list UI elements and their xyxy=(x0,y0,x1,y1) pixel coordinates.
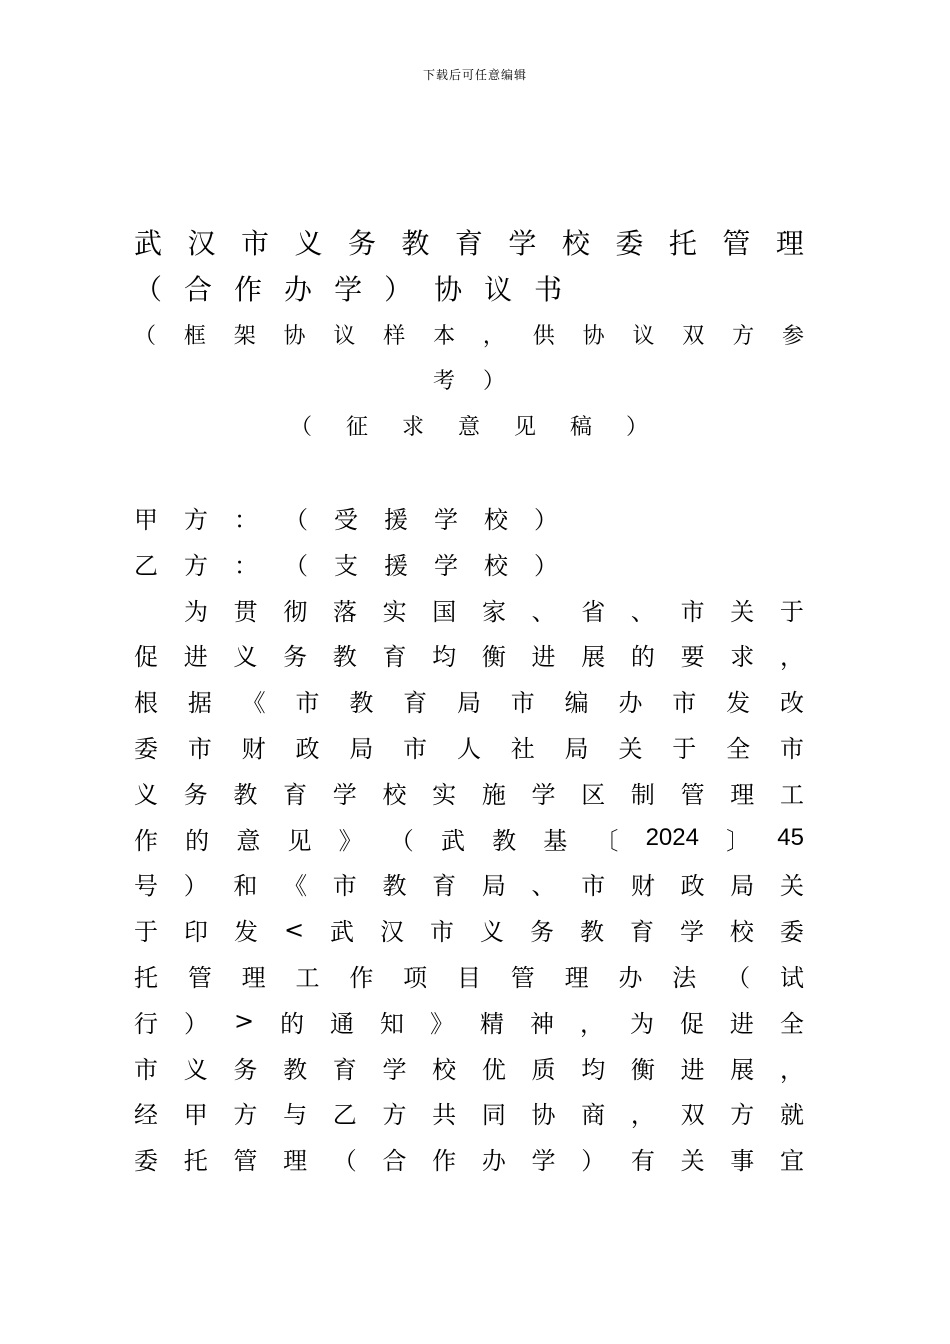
glyph: 作 xyxy=(349,963,374,992)
glyph: ） xyxy=(581,1147,606,1176)
glyph: 进 xyxy=(729,1009,754,1038)
body-line xyxy=(134,957,804,993)
glyph: 管 xyxy=(233,1147,258,1176)
glyph: 局 xyxy=(349,734,374,763)
glyph: < xyxy=(283,915,305,944)
body-line xyxy=(134,1003,804,1039)
glyph: 育 xyxy=(283,780,308,809)
glyph: 落 xyxy=(332,597,357,626)
glyph: ） xyxy=(534,551,558,580)
glyph: 事 xyxy=(730,1147,755,1176)
glyph: 展 xyxy=(581,643,606,672)
glyph: 教 xyxy=(283,1055,308,1084)
glyph: 精 xyxy=(480,1009,504,1038)
glyph: 援 xyxy=(384,505,408,534)
glyph: 见 xyxy=(514,414,537,440)
glyph: 进 xyxy=(680,1055,705,1084)
glyph: 》 xyxy=(338,826,363,855)
glyph: 作 xyxy=(432,1147,457,1176)
glyph: 市 xyxy=(672,689,697,718)
glyph: 改 xyxy=(779,689,804,718)
glyph: 理 xyxy=(730,780,755,809)
party-a xyxy=(134,499,804,535)
glyph: 市 xyxy=(510,689,535,718)
glyph: 均 xyxy=(432,643,457,672)
glyph: 学 xyxy=(679,918,704,947)
glyph: 义 xyxy=(183,1055,208,1084)
glyph: 委 xyxy=(134,1147,158,1176)
glyph: 贯 xyxy=(233,597,258,626)
glyph: 宜 xyxy=(779,1147,804,1176)
title-line-1 xyxy=(134,222,804,262)
glyph: 通 xyxy=(330,1009,355,1038)
glyph: 务 xyxy=(183,780,208,809)
glyph: 育 xyxy=(629,918,654,947)
glyph: 关 xyxy=(779,872,804,901)
glyph: 甲 xyxy=(134,505,158,534)
glyph: 乙 xyxy=(332,1101,357,1130)
glyph: 制 xyxy=(630,780,655,809)
glyph: 教 xyxy=(233,780,258,809)
glyph: （ xyxy=(289,414,312,440)
glyph: 、 xyxy=(531,872,556,901)
subtitle-line-2 xyxy=(134,362,804,396)
glyph: （ xyxy=(134,323,157,349)
glyph: 参 xyxy=(781,323,804,349)
glyph: ） xyxy=(534,505,558,534)
glyph: 学 xyxy=(332,780,357,809)
glyph: （ xyxy=(726,963,751,992)
subtitle-line-1 xyxy=(134,317,804,351)
party-b xyxy=(134,545,804,581)
glyph: 政 xyxy=(295,734,320,763)
glyph: 援 xyxy=(384,551,408,580)
glyph: 展 xyxy=(730,1055,755,1084)
glyph: 议 xyxy=(484,273,513,306)
glyph: 校 xyxy=(561,227,590,260)
glyph: 学 xyxy=(531,1147,556,1176)
glyph: ） xyxy=(183,872,208,901)
glyph: 理 xyxy=(241,963,266,992)
glyph: 市 xyxy=(240,227,269,260)
body-line xyxy=(134,1049,804,1085)
glyph: 武 xyxy=(330,918,355,947)
glyph: 根 xyxy=(134,689,158,718)
glyph: 办 xyxy=(618,963,643,992)
glyph: 衡 xyxy=(481,643,506,672)
glyph: 托 xyxy=(134,963,158,992)
glyph: 《 xyxy=(241,689,266,718)
glyph: 样 xyxy=(383,323,406,349)
glyph: 甲 xyxy=(183,1101,208,1130)
glyph: 省 xyxy=(581,597,606,626)
glyph: 编 xyxy=(564,689,589,718)
glyph: 发 xyxy=(233,918,258,947)
glyph: 义 xyxy=(233,643,258,672)
glyph: 育 xyxy=(454,227,483,260)
glyph: 局 xyxy=(564,734,589,763)
glyph: 试 xyxy=(779,963,804,992)
glyph: 项 xyxy=(403,963,428,992)
glyph: 教 xyxy=(332,643,357,672)
glyph: 的 xyxy=(630,643,655,672)
body-line xyxy=(184,591,804,627)
title-line-2 xyxy=(134,268,804,308)
glyph: 协 xyxy=(434,273,463,306)
glyph: 校 xyxy=(432,1055,457,1084)
glyph: 就 xyxy=(779,1101,804,1130)
glyph: 汉 xyxy=(380,918,405,947)
glyph: 管 xyxy=(510,963,535,992)
body-line xyxy=(134,866,804,902)
glyph: 45 xyxy=(777,824,804,851)
glyph: 质 xyxy=(531,1055,556,1084)
glyph: 促 xyxy=(134,643,158,672)
glyph: 方 xyxy=(730,1101,755,1130)
glyph: 区 xyxy=(581,780,606,809)
glyph: 托 xyxy=(668,227,697,260)
glyph: 求 xyxy=(730,643,755,672)
glyph: 义 xyxy=(480,918,504,947)
glyph: 彻 xyxy=(283,597,308,626)
glyph: （ xyxy=(389,826,414,855)
glyph: 市 xyxy=(187,734,212,763)
glyph: 的 xyxy=(280,1009,305,1038)
glyph: 育 xyxy=(332,1055,357,1084)
glyph: ， xyxy=(482,323,505,349)
glyph: 框 xyxy=(183,323,206,349)
glyph: ） xyxy=(183,1009,208,1038)
glyph: 武 xyxy=(134,227,163,260)
glyph: 委 xyxy=(134,734,158,763)
glyph: 、 xyxy=(630,597,655,626)
glyph: 关 xyxy=(730,597,755,626)
glyph: 的 xyxy=(185,826,210,855)
glyph: 知 xyxy=(380,1009,405,1038)
glyph: 号 xyxy=(134,872,158,901)
glyph: 育 xyxy=(403,689,428,718)
glyph: 育 xyxy=(432,872,457,901)
glyph: 教 xyxy=(382,872,407,901)
glyph: 管 xyxy=(187,963,212,992)
glyph: 协 xyxy=(531,1101,556,1130)
glyph: 局 xyxy=(730,872,755,901)
glyph: ， xyxy=(579,1009,604,1038)
glyph: 行 xyxy=(134,1009,158,1038)
glyph: 政 xyxy=(680,872,705,901)
body-line xyxy=(134,1095,804,1131)
glyph: ， xyxy=(630,1101,655,1130)
glyph: 市 xyxy=(295,689,320,718)
glyph: 受 xyxy=(334,505,358,534)
glyph: 财 xyxy=(630,872,655,901)
glyph: 市 xyxy=(403,734,428,763)
header-note: 下载后可任意编辑 xyxy=(422,68,527,82)
glyph: 实 xyxy=(432,780,457,809)
glyph: 教 xyxy=(349,689,374,718)
glyph: 有 xyxy=(630,1147,655,1176)
glyph: 印 xyxy=(183,918,208,947)
glyph: 委 xyxy=(615,227,644,260)
body-line xyxy=(134,912,804,948)
glyph: 学 xyxy=(434,505,458,534)
glyph: 教 xyxy=(401,227,430,260)
body-line xyxy=(134,728,804,764)
glyph: 学 xyxy=(334,273,363,306)
glyph: 关 xyxy=(680,1147,705,1176)
glyph: 协 xyxy=(582,323,605,349)
glyph: 见 xyxy=(287,826,312,855)
glyph: 务 xyxy=(529,918,554,947)
glyph: ， xyxy=(779,643,804,672)
glyph: 优 xyxy=(481,1055,506,1084)
glyph: 市 xyxy=(134,1055,158,1084)
glyph: 要 xyxy=(680,643,705,672)
glyph: 稿 xyxy=(570,414,593,440)
glyph: 方 xyxy=(184,505,208,534)
glyph: ） xyxy=(626,414,649,440)
glyph: 于 xyxy=(779,597,804,626)
glyph: ） xyxy=(384,273,413,306)
glyph: 办 xyxy=(481,1147,506,1176)
glyph: 实 xyxy=(382,597,407,626)
glyph: 基 xyxy=(543,826,568,855)
glyph: 支 xyxy=(334,551,358,580)
glyph: 义 xyxy=(134,780,158,809)
glyph: 校 xyxy=(484,551,508,580)
glyph: 作 xyxy=(134,826,158,855)
glyph: 学 xyxy=(382,1055,407,1084)
glyph: 务 xyxy=(347,227,376,260)
glyph: 全 xyxy=(779,1009,804,1038)
glyph: 托 xyxy=(183,1147,208,1176)
glyph: 促 xyxy=(679,1009,704,1038)
glyph: 商 xyxy=(581,1101,606,1130)
glyph: 书 xyxy=(534,273,563,306)
glyph: 理 xyxy=(564,963,589,992)
glyph: 施 xyxy=(481,780,506,809)
glyph: 《 xyxy=(283,872,308,901)
glyph: 学 xyxy=(434,551,458,580)
body-line xyxy=(134,774,804,810)
glyph: 市 xyxy=(430,918,455,947)
glyph: 意 xyxy=(457,414,480,440)
glyph: 方 xyxy=(233,1101,258,1130)
glyph: 财 xyxy=(241,734,266,763)
glyph: 教 xyxy=(579,918,604,947)
glyph: 管 xyxy=(722,227,751,260)
glyph: 双 xyxy=(680,1101,705,1130)
glyph: > xyxy=(233,1007,255,1036)
glyph: 方 xyxy=(732,323,755,349)
glyph: 均 xyxy=(581,1055,606,1084)
glyph: 作 xyxy=(234,273,263,306)
glyph: 武 xyxy=(440,826,465,855)
glyph: 议 xyxy=(632,323,655,349)
glyph: 全 xyxy=(726,734,751,763)
glyph: 》 xyxy=(430,1009,455,1038)
glyph: 办 xyxy=(618,689,643,718)
glyph: 局 xyxy=(481,872,506,901)
glyph: 工 xyxy=(779,780,804,809)
glyph: 育 xyxy=(382,643,407,672)
glyph: ： xyxy=(234,551,258,580)
glyph: （ xyxy=(134,273,163,306)
glyph: 双 xyxy=(682,323,705,349)
glyph: 务 xyxy=(233,1055,258,1084)
glyph: 、 xyxy=(531,597,556,626)
glyph: 于 xyxy=(672,734,697,763)
glyph: 〕 xyxy=(726,826,751,855)
draft-note xyxy=(134,408,804,442)
glyph: 市 xyxy=(581,872,606,901)
body-line xyxy=(134,1141,804,1177)
glyph: 人 xyxy=(456,734,481,763)
glyph: （ xyxy=(284,505,308,534)
glyph: 国 xyxy=(432,597,457,626)
glyph: 理 xyxy=(283,1147,308,1176)
glyph: 进 xyxy=(531,643,556,672)
glyph: 〔 xyxy=(594,826,619,855)
glyph: 市 xyxy=(332,872,357,901)
glyph: 合 xyxy=(184,273,213,306)
glyph: 共 xyxy=(432,1101,457,1130)
glyph: 学 xyxy=(508,227,537,260)
glyph: 管 xyxy=(680,780,705,809)
glyph: 衡 xyxy=(630,1055,655,1084)
glyph: 校 xyxy=(484,505,508,534)
glyph: 议 xyxy=(333,323,356,349)
glyph: 市 xyxy=(680,597,705,626)
body-line xyxy=(134,683,804,719)
glyph: 为 xyxy=(629,1009,654,1038)
glyph: 方 xyxy=(382,1101,407,1130)
glyph: 同 xyxy=(481,1101,506,1130)
glyph: 为 xyxy=(184,597,208,626)
glyph: 求 xyxy=(401,414,424,440)
glyph: ， xyxy=(779,1055,804,1084)
glyph: 局 xyxy=(456,689,481,718)
glyph: 校 xyxy=(729,918,754,947)
glyph: ： xyxy=(234,505,258,534)
glyph: 理 xyxy=(775,227,804,260)
glyph: 意 xyxy=(236,826,261,855)
glyph: 义 xyxy=(294,227,323,260)
glyph: （ xyxy=(332,1147,357,1176)
glyph: 方 xyxy=(184,551,208,580)
glyph: 考 xyxy=(432,368,455,394)
glyph: 协 xyxy=(283,323,306,349)
glyph: 关 xyxy=(618,734,643,763)
glyph: 教 xyxy=(492,826,517,855)
glyph: 进 xyxy=(183,643,208,672)
glyph: 神 xyxy=(529,1009,554,1038)
body-line xyxy=(134,637,804,673)
glyph: 委 xyxy=(779,918,804,947)
glyph: 目 xyxy=(456,963,481,992)
glyph: 发 xyxy=(726,689,751,718)
glyph: 法 xyxy=(672,963,697,992)
glyph: 本 xyxy=(433,323,456,349)
glyph: 架 xyxy=(233,323,256,349)
glyph: 校 xyxy=(382,780,407,809)
glyph: 办 xyxy=(284,273,313,306)
glyph: （ xyxy=(284,551,308,580)
glyph: 社 xyxy=(510,734,535,763)
glyph: 2024 xyxy=(645,824,699,851)
glyph: 工 xyxy=(295,963,320,992)
glyph: 合 xyxy=(382,1147,407,1176)
glyph: ） xyxy=(483,368,506,394)
glyph: 学 xyxy=(531,780,556,809)
glyph: 与 xyxy=(283,1101,308,1130)
glyph: 乙 xyxy=(134,551,158,580)
glyph: 征 xyxy=(345,414,368,440)
glyph: 供 xyxy=(532,323,555,349)
glyph: 和 xyxy=(233,872,258,901)
glyph: 务 xyxy=(283,643,308,672)
glyph: 于 xyxy=(134,918,158,947)
glyph: 市 xyxy=(779,734,804,763)
glyph: 据 xyxy=(187,689,212,718)
glyph: 家 xyxy=(481,597,506,626)
glyph: 经 xyxy=(134,1101,158,1130)
body-line xyxy=(134,820,804,856)
glyph: 汉 xyxy=(187,227,216,260)
